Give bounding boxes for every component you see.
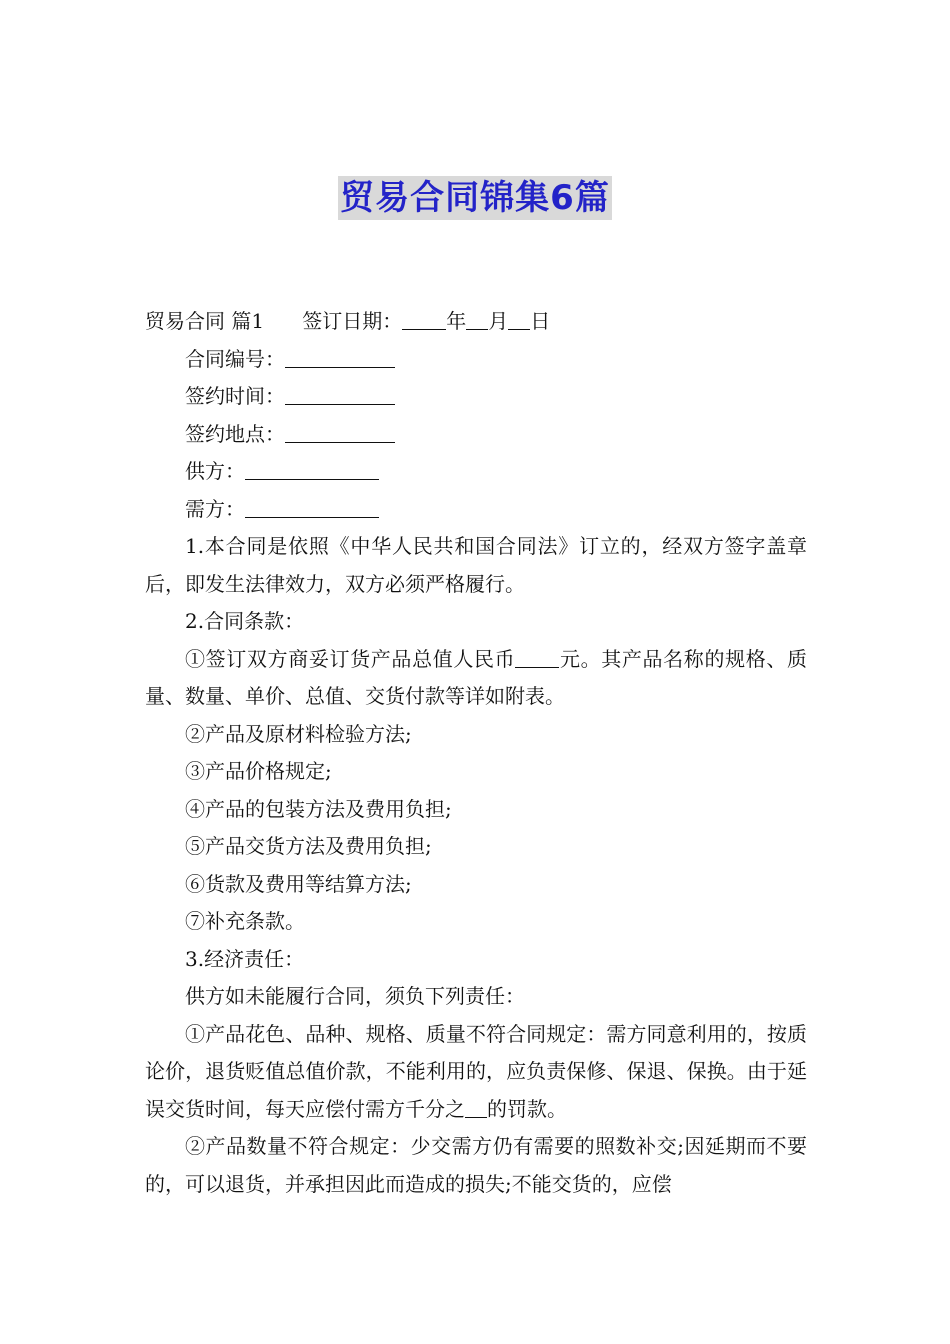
sign-place-blank [285, 421, 395, 443]
day-blank [508, 308, 530, 330]
buyer-blank [245, 496, 379, 518]
contract-no-line [145, 341, 807, 379]
paragraph-1: 1.本合同是依照《中华人民共和国合同法》订立的，经双方签字盖章后，即发生法律效力，双方必须严格履行。 [145, 534, 807, 596]
paragraph-4: 供方如未能履行合同，须负下列责任： [185, 984, 525, 1008]
document-title: 贸易合同锦集6篇 [340, 178, 610, 218]
sign-time-blank [285, 383, 395, 405]
paragraph-3: 3.经济责任： [185, 946, 305, 971]
title-wrap [0, 176, 950, 220]
liability-2: ②产品数量不符合规定：少交需方仍有需要的照数补交;因延期而不要的，可以退货，并承担因此而造成的损失;不能交货的，应偿 [145, 1134, 807, 1196]
section-label: 贸易合同 篇1 [145, 309, 265, 333]
penalty-blank [465, 1096, 487, 1118]
paragraph-2: 2.合同条款： [185, 609, 305, 633]
liability-1-text-a: ①产品花色、品种、规格、质量不符合同规定：需方同意利用的，按质论价，退货贬值总值价款，不能利用的，应负责保修、保退、保换。由于延误交货时间，每天应偿付需方千分之 [145, 1021, 807, 1121]
buyer-line [145, 491, 807, 529]
liability-1 [145, 1016, 807, 1129]
supplier-label: 供方： [185, 459, 245, 483]
contract-no-blank [285, 346, 395, 368]
sign-place-line [145, 416, 807, 454]
clause-5: ⑤产品交货方法及费用负担; [185, 834, 432, 858]
supplier-line [145, 453, 807, 491]
clause-1 [145, 641, 807, 716]
sign-time-line [145, 378, 807, 416]
header-line [145, 303, 807, 341]
clause-6: ⑥货款及费用等结算方法; [185, 871, 412, 896]
document-body [145, 303, 807, 1203]
sign-place-label: 签约地点： [185, 421, 285, 446]
sign-time-label: 签约时间： [185, 384, 285, 408]
month-blank [466, 308, 488, 330]
clause-2: ②产品及原材料检验方法; [185, 721, 412, 746]
clause-1-text-a: ①签订双方商妥订货产品总值人民币 [185, 646, 516, 671]
supplier-blank [245, 458, 379, 480]
clause-1-text-b: 元。其产品名称的规格、质量、数量、单价、总值、交货付款等详如附表。 [145, 646, 808, 708]
sign-date-label: 签订日期： [302, 309, 403, 333]
amount-blank [515, 646, 559, 668]
year-label: 年 [446, 309, 467, 333]
day-label: 日 [530, 309, 551, 333]
liability-1-text-b: 的罚款。 [487, 1096, 567, 1121]
clause-7: ⑦补充条款。 [185, 909, 305, 933]
month-label: 月 [488, 309, 509, 333]
clause-4: ④产品的包装方法及费用负担; [185, 796, 452, 821]
clause-3: ③产品价格规定; [185, 759, 332, 783]
buyer-label: 需方： [185, 496, 245, 521]
contract-no-label: 合同编号： [185, 346, 285, 371]
year-blank [402, 308, 446, 330]
